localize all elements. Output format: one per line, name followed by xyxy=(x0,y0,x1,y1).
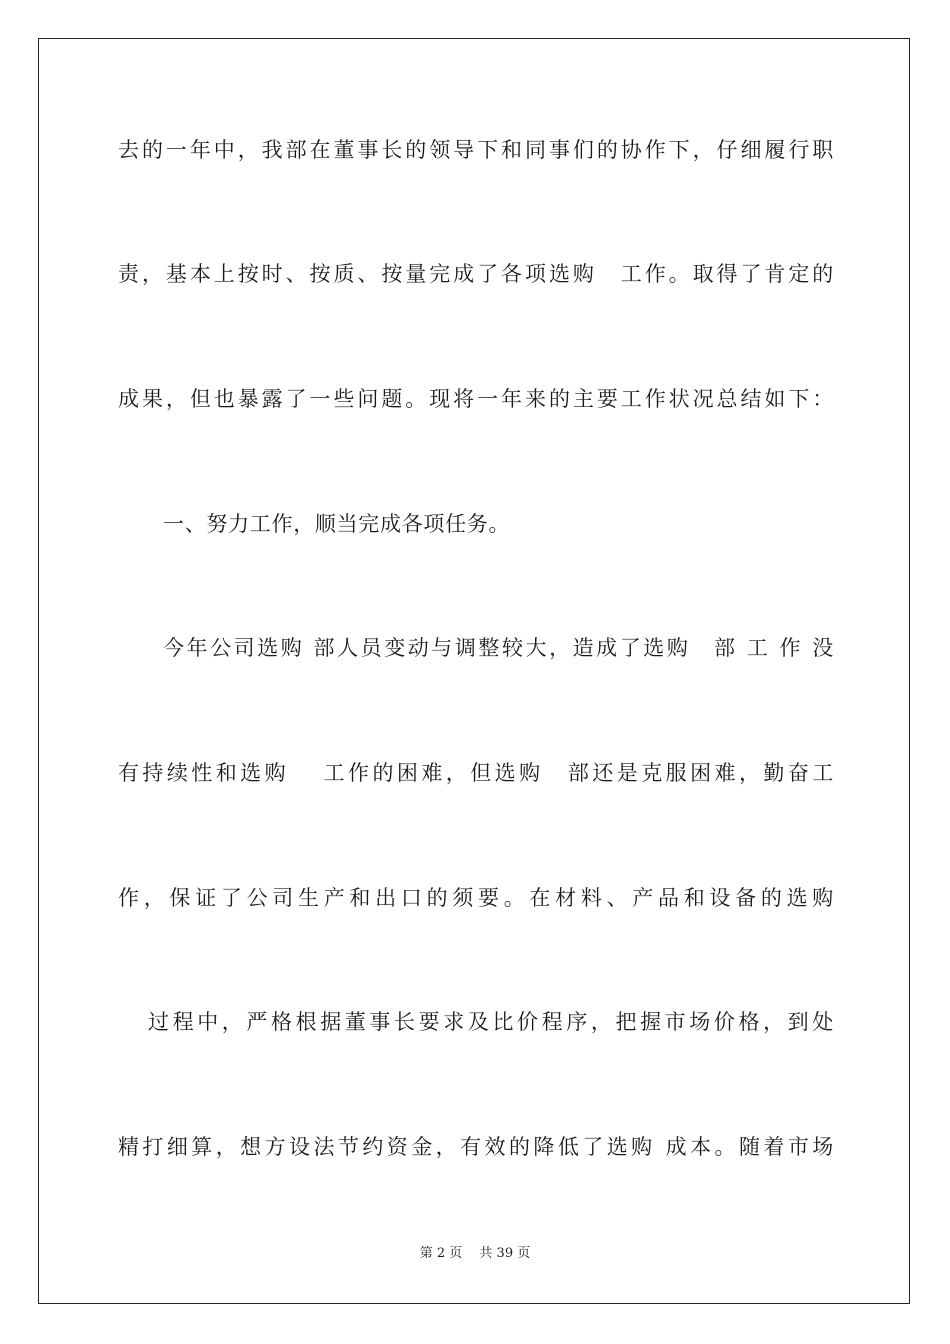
page-number-footer: 第 2 页 共 39 页 xyxy=(419,1246,531,1261)
page-border xyxy=(38,38,910,1304)
text-line-8: 过程中，严格根据董事长要求及比价程序，把握市场价格，到处 xyxy=(148,1010,834,1034)
text-line-5: 今年公司选购 部人员变动与调整较大，造成了选购 部 工 作 没 xyxy=(163,636,834,660)
text-line-9: 精打细算，想方设法节约资金，有效的降低了选购 成本。随着市场 xyxy=(118,1135,834,1159)
text-line-7: 作，保证了公司生产和出口的须要。在材料、产品和设备的选购 xyxy=(118,886,834,910)
text-line-2: 责，基本上按时、按质、按量完成了各项选购 工作。取得了肯定的 xyxy=(118,262,834,286)
section-heading: 一、努力工作，顺当完成各项任务。 xyxy=(163,512,511,536)
text-line-6: 有持续性和选购 工作的困难，但选购 部还是克服困难，勤奋工 xyxy=(118,761,834,785)
text-line-1: 去的一年中，我部在董事长的领导下和同事们的协作下，仔细履行职 xyxy=(118,138,834,162)
text-line-3: 成果，但也暴露了一些问题。现将一年来的主要工作状况总结如下： xyxy=(118,387,834,411)
